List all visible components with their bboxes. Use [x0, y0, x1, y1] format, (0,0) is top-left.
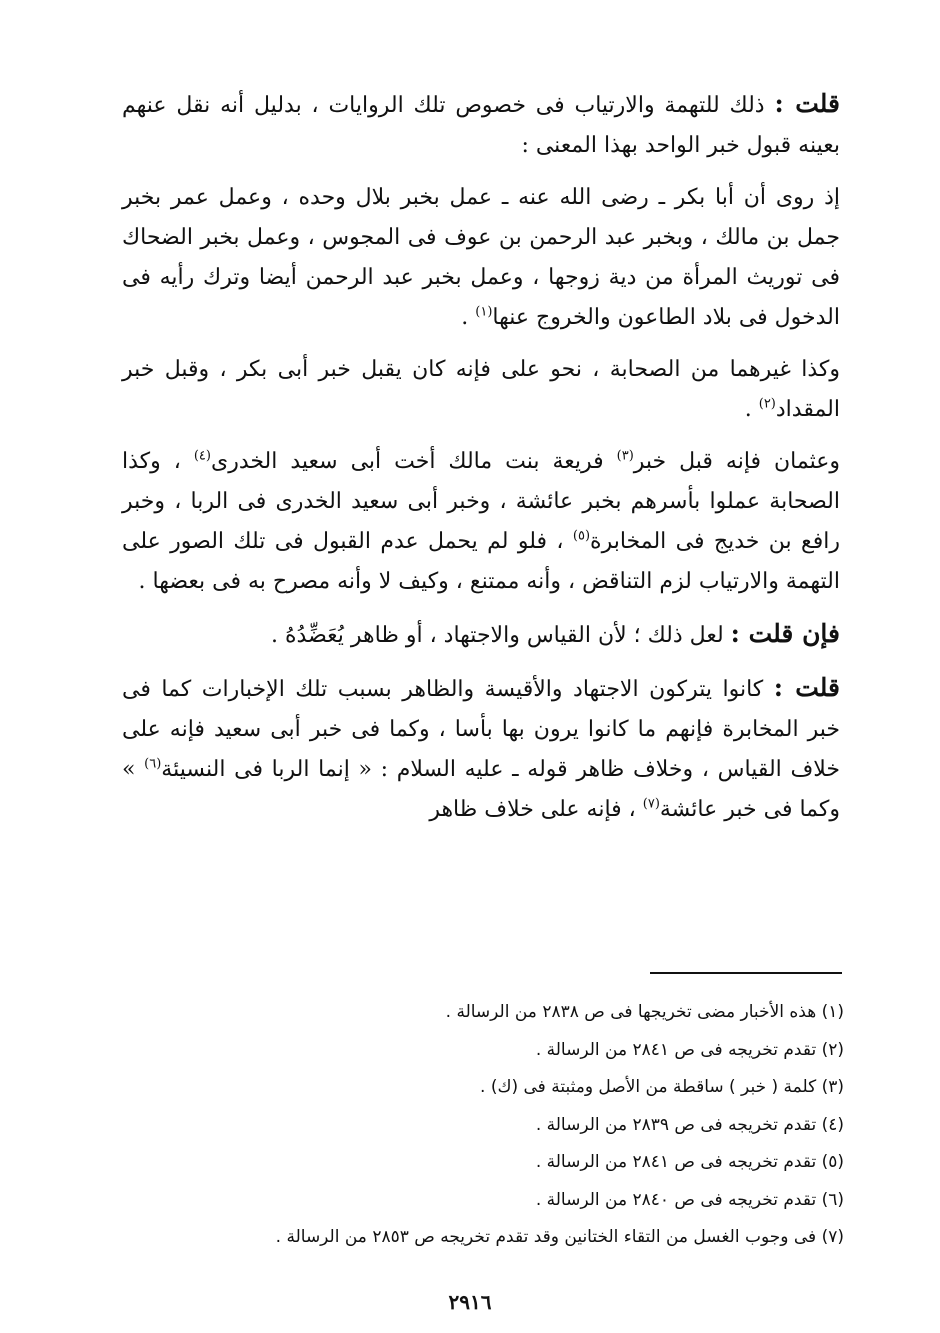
footnote-ref: (٥)	[572, 528, 591, 544]
footnote-2: (٢) تقدم تخريجه فى ص ٢٨٤١ من الرسالة .	[535, 1039, 844, 1060]
paragraph-tail: .	[744, 397, 759, 422]
footnote-ref: (٢)	[758, 396, 776, 412]
lead-label: قلت :	[774, 89, 840, 118]
paragraph-text: وكذا غيرهما من الصحابة ، نحو على فإنه كان يقبل خبر أبى بكر ، وقبل خبر المقداد	[122, 357, 840, 422]
footnote-4: (٤) تقدم تخريجه فى ص ٢٨٣٩ من الرسالة .	[535, 1114, 844, 1135]
footnote-5: (٥) تقدم تخريجه فى ص ٢٨٤١ من الرسالة .	[535, 1152, 844, 1172]
paragraph-3	[122, 350, 840, 430]
page-number: ٢٩١٦	[448, 1290, 492, 1314]
paragraph-1	[122, 84, 840, 166]
paragraph-text: لعل ذلك ؛ لأن القياس والاجتهاد ، أو ظاهر يُعَضِّدُهُ .	[271, 623, 724, 648]
paragraph-tail: .	[461, 305, 476, 330]
footnote-ref: (١)	[475, 304, 493, 320]
lead-label: فإن قلت :	[730, 619, 840, 648]
paragraph-6	[122, 668, 840, 830]
paragraph-text: ذلك للتهمة والارتياب فى خصوص تلك الروايات ، بدليل أنه نقل عنهم بعينه قبول خبر الواحد بهذا المعنى :	[122, 93, 840, 158]
paragraph-2	[122, 178, 840, 338]
footnote-divider	[650, 972, 842, 974]
paragraph-tail: ، وكذا الصحابة عملوا بأسرهم بخبر عائشة ، وخبر أبى سعيد الخدرى فى الربا ، وخبر رافع بن خديج فى المخابرة	[122, 449, 841, 554]
paragraph-text: كانوا يتركون الاجتهاد والأقيسة والظاهر بسبب تلك الإخبارات كما فى خبر المخابرة فإنهم ما كانوا يرون بها بأسا ، وكما فى خبر أبى سعيد فإنه على خلاف القياس ، وخلاف ظاهر قوله ـ عليه السلام : « إنما الربا فى النسيئة	[122, 677, 841, 782]
footnote-ref: (٤)	[193, 448, 211, 464]
footnote-ref: (٦)	[144, 756, 162, 772]
footnote-3: (٣) كلمة ( خبر ) ساقطة من الأصل ومثبتة فى (ك) .	[480, 1077, 844, 1097]
paragraph-tail: فريعة بنت مالك أخت أبى سعيد الخدرى	[210, 449, 617, 474]
footnote-7: (٧) فى وجوب الغسل من التقاء الختانين وقد تقدم تخريجه ص ٢٨٥٣ من الرسالة .	[275, 1227, 844, 1247]
paragraph-tail: ، فإنه على خلاف ظاهر	[429, 797, 643, 822]
paragraph-tail: ، فلو لم يحمل عدم القبول فى تلك الصور على التهمة والارتياب لزم التناقض ، وأنه ممتنع ، وكيف لا وأنه مصرح به فى بعضها .	[122, 529, 840, 594]
lead-label: قلت :	[773, 673, 840, 702]
footnote-ref: (٧)	[642, 796, 660, 812]
footnote-1: (١) هذه الأخبار مضى تخريجها فى ص ٢٨٣٨ من الرسالة .	[445, 1002, 844, 1022]
footnotes	[150, 994, 844, 1257]
paragraph-text: إذ روى أن أبا بكر ـ رضى الله عنه ـ عمل بخبر بلال وحده ، وعمل عمر بخبر جمل بن مالك ، وبخبر عبد الرحمن بن عوف فى المجوس ، وعمل بخبر الضحاك فى توريث المرأة من دية زوجها ، وعمل بخبر عبد الرحمن أيضا وترك رأيه فى الدخول فى بلاد الطاعون والخروج عنها	[122, 185, 840, 330]
paragraph-5	[122, 614, 840, 656]
footnote-6: (٦) تقدم تخريجه فى ص ٢٨٤٠ من الرسالة .	[535, 1189, 844, 1210]
footnote-ref: (٣)	[616, 448, 634, 464]
paragraph-4	[122, 442, 840, 602]
paragraph-text: وعثمان فإنه قبل خبر	[633, 449, 840, 474]
main-text	[122, 84, 840, 842]
paragraph-tail: » وكما فى خبر عائشة	[122, 757, 840, 822]
